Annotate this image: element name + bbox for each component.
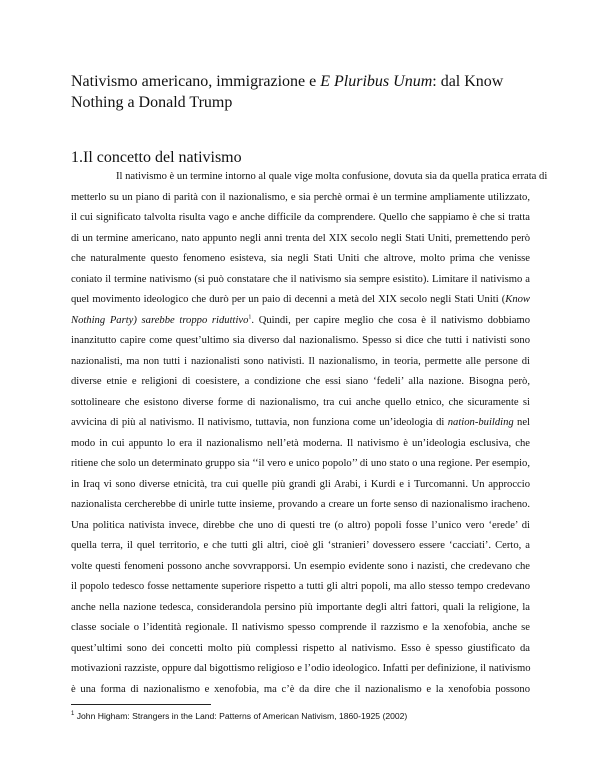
title-italic-text: E Pluribus Unum (320, 73, 433, 90)
document-title (71, 71, 541, 113)
body-line: sottolineare che esistono diverse forme di nazionalismo, tra cui anche quello etnico, che sicuramente si (71, 396, 530, 408)
body-line: che naturalmente questo fenomeno esisteva, sia negli Stati Uniti che altrove, molto prima che venisse (71, 253, 530, 264)
body-line: motivazioni razziste, oppure dal bigottismo religioso e l’odio ideologico. Infatti per definizione, il nativismo (71, 663, 531, 674)
body-paragraph (71, 167, 548, 700)
body-line: inanzitutto capire come quest’ultimo sia diverso dal nazionalismo. Spesso si dice che tutti i nativisti sono (71, 335, 530, 346)
body-line: il cui significato talvolta risulta vago e anche difficile da comprendere. Quello che sappiamo è che si tratta (71, 212, 530, 223)
footnote-marker: 1 (71, 711, 75, 718)
body-line: classe sociale o l’identità regionale. Il nativismo spesso comprende il razzismo e la xenofobia, anche se (71, 622, 530, 633)
body-line: ritiene che solo un determinato gruppo sia ‘‘il vero e unico popolo’’ di uno stato o una regione. Per esempio, (71, 458, 530, 469)
body-line: volte questi fenomeni possono anche sovvrapporsi. Un esempio evidente sono i nazisti, che credevano che (71, 560, 530, 572)
footnote-reference: 1 (248, 313, 252, 320)
italic-know: Know (505, 294, 530, 305)
italic-party-text: Nothing Party) sarebbe troppo riduttivo (71, 314, 249, 326)
body-line: il popolo tedesco fosse nettamente superiore rispetto a tutti gli altri popoli, ma allo stesso tempo credevano (71, 581, 530, 592)
body-line (71, 413, 530, 434)
section-heading: 1.Il concetto del nativismo (71, 149, 242, 166)
body-line-text: nel (513, 417, 530, 428)
body-line (71, 290, 530, 311)
footnote (71, 710, 531, 722)
body-line-text: quel movimento ideologico che durò per un paio di decenni a metà del XIX secolo negli Stati Uniti ( (71, 294, 506, 305)
title-text-start: Nativismo americano, immigrazione e (71, 73, 321, 90)
italic-nation-building: nation-building (447, 417, 514, 428)
body-line: in Iraq vi sono diverse etnicità, tra cui quelle più grandi gli Arabi, i Kurdi e i Turcomanni. Un approccio (71, 478, 530, 490)
footnote-divider (71, 704, 211, 705)
body-line: quella terra, il quel territorio, e che tutti gli altri, cioè gli ‘stranieri’ dovessero essere ‘cacciati’. Certo, a (71, 540, 530, 551)
body-line: Il nativismo è un termine intorno al quale vige molta confusione, dovuta sia da quella pratica errata di (116, 171, 548, 182)
body-line: modo in cui appunto lo era il nazionalismo nell’età moderna. Il nativismo è un’ideologia esclusiva, che (71, 437, 530, 449)
footnote-text: John Higham: Strangers in the Land: Patterns of American Nativism, 1860-1925 (2002) (76, 711, 408, 721)
body-line: metterlo su un piano di parità con il nazionalismo, e sia perchè ormai è un termine ampliamente utilizzato, (71, 191, 530, 203)
body-line (71, 311, 530, 332)
body-line: nazionalista cercherebbe di unirle tutte insieme, provando a creare un forte senso di nazionalismo iracheno. (71, 499, 530, 510)
body-line: di un termine americano, nato appunto negli anni trenta del XIX secolo negli Stati Uniti, premettendo però (71, 232, 530, 244)
body-line-text: . Quindi, per capire meglio che cosa è il nativismo dobbiamo (251, 314, 530, 326)
body-line: diverse etnie e religioni di coesistere, a condizione che essi siano ‘fedeli’ alla nazione. Bisogna però, (71, 376, 530, 387)
body-line: è una forma di nazionalismo e xenofobia, ma c’è da dire che il nazionalismo e la xenofobia possono (71, 683, 530, 695)
title-text-end: : dal Know Nothing a Donald Trump (71, 73, 504, 111)
body-line: Una politica nativista invece, direbbe che uno di questi tre (o altro) popoli fosse l’unico vero ‘erede’ di (71, 519, 530, 531)
body-line: nazionalisti, ma non tutti i nazionalisti sono nativisti. Il nazionalismo, in teoria, permette alle persone di (71, 355, 530, 367)
body-line: anche nella nazione tedesca, considerandola persino più importante degli altri fattori, quali la religione, la (71, 601, 530, 613)
body-line-text: avvicina di più al nativismo. Il nativismo, tuttavia, non funziona come un’ideologia di (71, 417, 448, 428)
body-line: quest’ultimi sono dei concetti molto più complessi rispetto al nativismo. Esso è spesso giustificato da (71, 642, 530, 654)
body-line: coniato il termine nativismo (si può constatare che il nativismo sia sempre esistito). Limitare il nativismo a (71, 273, 530, 285)
